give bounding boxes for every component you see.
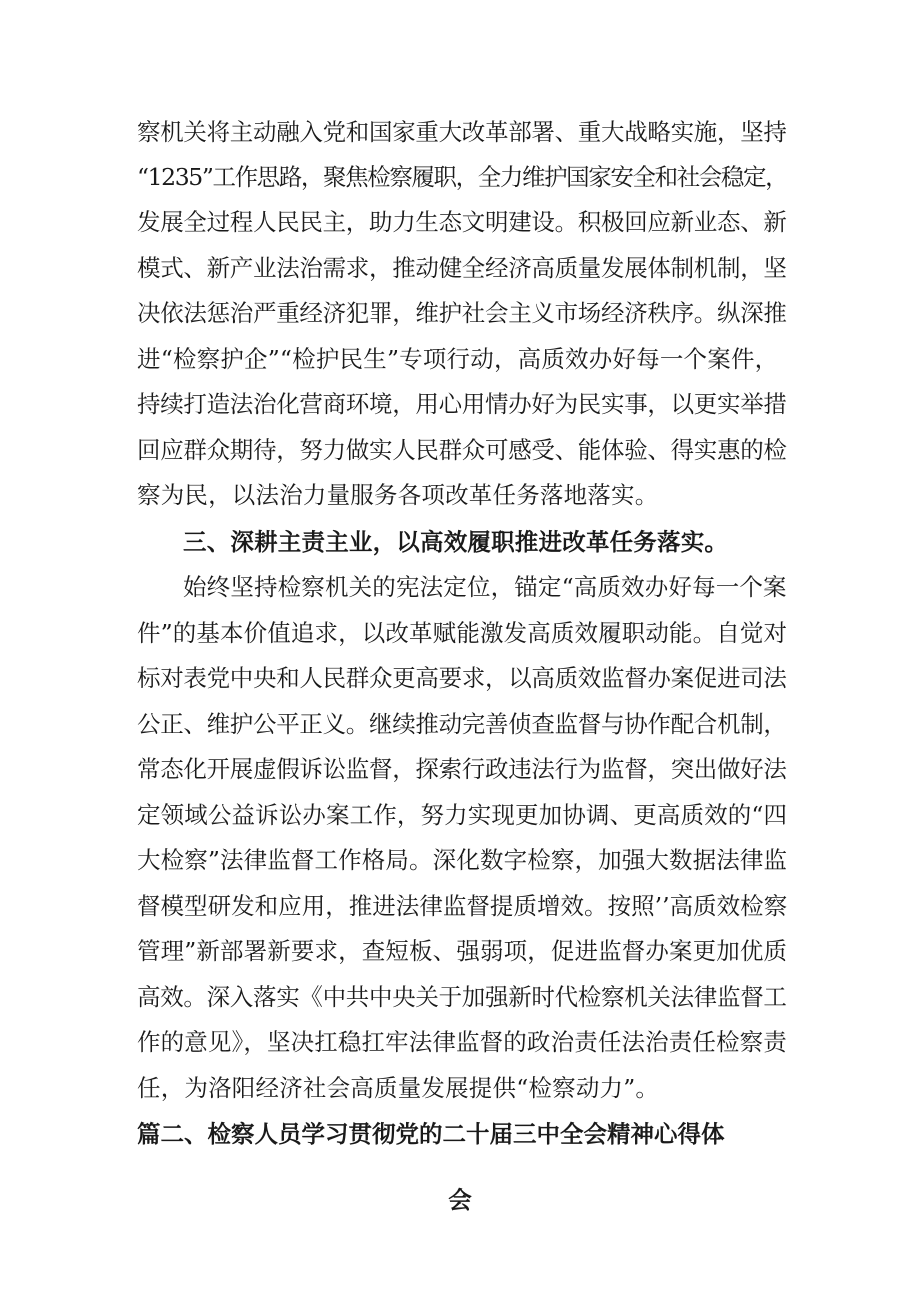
paragraph-2-line-9: 管理”新部署新要求，查短板、强弱项，促进监督办案更加优质 bbox=[137, 937, 788, 965]
paragraph-2-line-12: 任，为洛阳经济社会高质量发展提供“检察动力”。 bbox=[137, 1074, 660, 1102]
paragraph-2-line-5: 常态化开展虚假诉讼监督，探索行政违法行为监督，突出做好法 bbox=[137, 755, 787, 783]
paragraph-1-line-7: 持续打造法治化营商环境，用心用情办好为民实事，以更实举措 bbox=[137, 390, 787, 418]
paragraph-2-line-6: 定领域公益诉讼办案工作，努力实现更加协调、更高质效的“四 bbox=[137, 801, 788, 829]
paragraph-1-line-2: “1235”工作思路，聚焦检察履职，全力维护国家安全和社会稳定， bbox=[137, 163, 788, 191]
paragraph-1-line-1: 察机关将主动融入党和国家重大改革部署、重大战略实施，坚持 bbox=[137, 118, 787, 146]
paragraph-2-line-3: 标对表党中央和人民群众更高要求，以高质效监督办案促进司法 bbox=[137, 664, 787, 692]
paragraph-2-line-11: 作的意见》，坚决扛稳扛牢法律监督的政治责任法治责任检察责 bbox=[137, 1028, 787, 1056]
paragraph-1-line-3: 发展全过程人民民主，助力生态文明建设。积极回应新业态、新 bbox=[137, 208, 787, 236]
paragraph-2-line-10: 高效。深入落实《中共中央关于加强新时代检察机关法律监督工 bbox=[137, 983, 787, 1011]
paragraph-2-line-7: 大检察”法律监督工作格局。深化数字检察，加强大数据法律监 bbox=[137, 846, 788, 874]
paragraph-2-line-8: 督模型研发和应用，推进法律监督提质增效。按照’’高质效检察 bbox=[137, 892, 788, 920]
paragraph-1-line-6: 进“检察护企”“检护民生”专项行动，高质效办好每一个案件， bbox=[137, 345, 779, 373]
paragraph-1-line-9: 察为民，以法治力量服务各项改革任务落地落实。 bbox=[137, 481, 659, 509]
section-heading-3: 三、深耕主责主业，以高效履职推进改革任务落实。 bbox=[183, 528, 729, 556]
paragraph-1-line-4: 模式、新产业法治需求，推动健全经济高质量发展体制机制，坚 bbox=[137, 254, 787, 282]
paragraph-1-line-5: 决依法惩治严重经济犯罪，维护社会主义市场经济秩序。纵深推 bbox=[137, 299, 787, 327]
paragraph-1-line-8: 回应群众期待，努力做实人民群众可感受、能体验、得实惠的检 bbox=[137, 436, 787, 464]
article-title-line-1: 篇二、检察人员学习贯彻党的二十届三中全会精神心得体 bbox=[137, 1120, 725, 1148]
paragraph-2-line-4: 公正、维护公平正义。继续推动完善侦查监督与协作配合机制， bbox=[137, 710, 787, 738]
paragraph-2-line-1: 始终坚持检察机关的宪法定位，锚定“高质效办好每一个案 bbox=[183, 573, 787, 601]
paragraph-2-line-2: 件”的基本价值追求，以改革赋能激发高质效履职动能。自觉对 bbox=[137, 619, 788, 647]
article-title-line-2: 会 bbox=[448, 1186, 472, 1214]
